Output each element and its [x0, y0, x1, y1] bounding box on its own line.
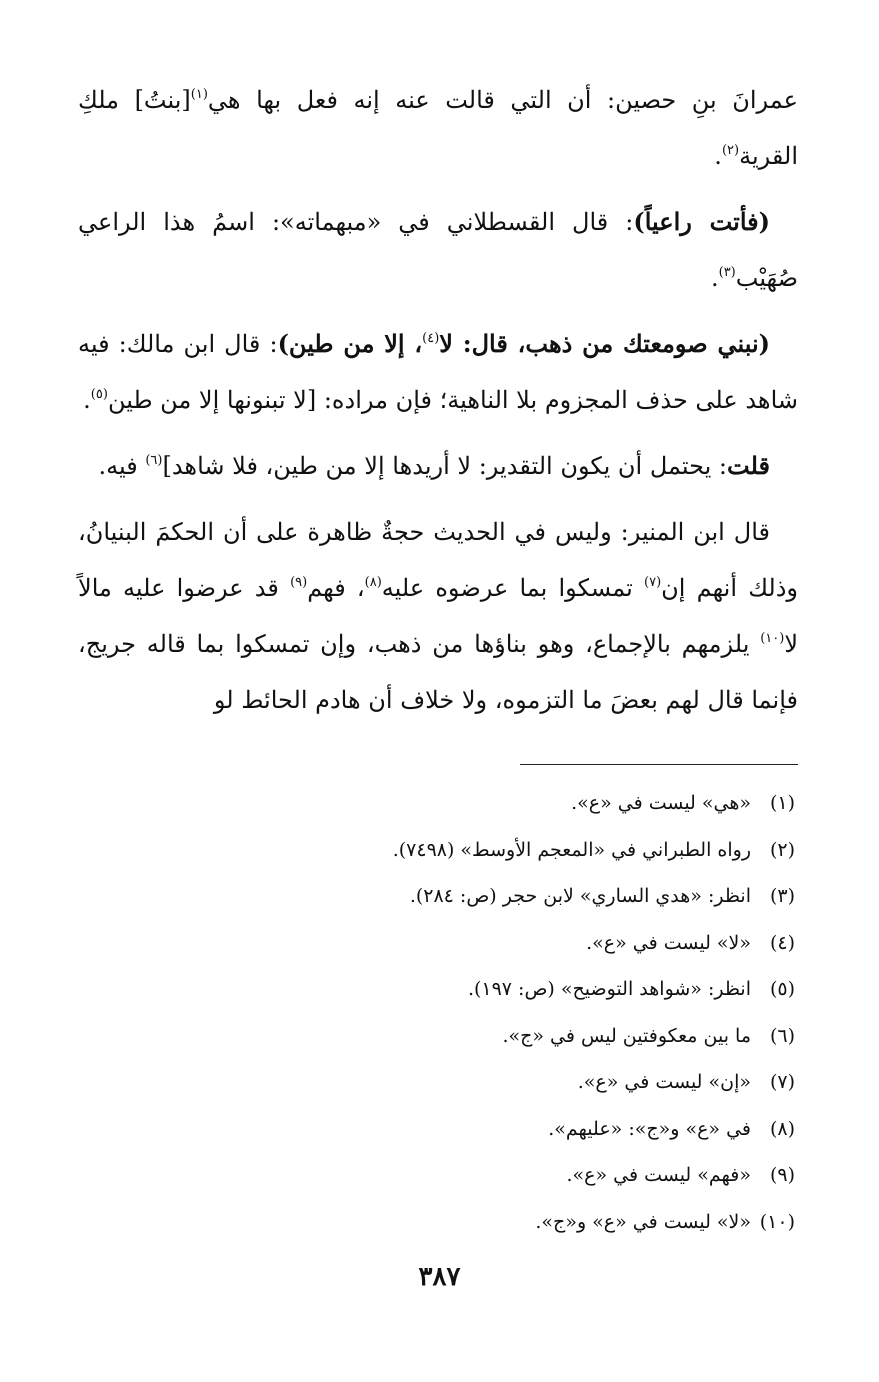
- bold-phrase: ، إلا من طين): [277, 329, 423, 358]
- footnote-text: رواه الطبراني في «المعجم الأوسط» (٧٤٩٨).: [392, 838, 751, 861]
- text-run: : يحتمل أن يكون التقدير: لا أريدها إلا من طين، فلا شاهد]: [162, 452, 728, 480]
- footnote-number: (٢): [769, 838, 795, 861]
- text-run: عمرانَ بنِ حصين: أن التي قالت عنه إنه فعل بها هي: [207, 86, 798, 114]
- footnote-number: (٦): [769, 1024, 795, 1047]
- footnote-text: «لا» ليست في «ع».: [586, 931, 751, 954]
- footnote-ref[interactable]: (١٠): [760, 631, 785, 646]
- text-run: فيه.: [98, 452, 146, 480]
- footnote-item: [155, 1152, 795, 1199]
- text-run: .: [710, 264, 719, 292]
- text-run: قد عرضوا عليه مالاً لا: [78, 574, 798, 658]
- footnote-number: (٩): [769, 1164, 795, 1186]
- footnote-divider: [520, 764, 798, 765]
- footnote-ref[interactable]: (٧): [644, 575, 662, 590]
- footnote-text: انظر: «هدي الساري» لابن حجر (ص: ٢٨٤).: [409, 885, 751, 907]
- text-run: يلزمهم بالإجماع، وهو بناؤها من ذهب، وإن تمسكوا بما قاله جريج، فإنما قال لهم بعضَ ما التزموه، ولا خلاف أن هادم الحائط لو: [78, 630, 798, 714]
- page-number: ٣٨٧: [418, 1262, 461, 1292]
- footnote-ref[interactable]: (٣): [718, 265, 736, 280]
- paragraph-5: [78, 504, 798, 728]
- bold-phrase: (نبني صومعتك من ذهب، قال: لا: [439, 329, 770, 358]
- footnote-ref[interactable]: (٤): [422, 331, 440, 346]
- bold-phrase: (فأتت راعياً): [633, 207, 770, 236]
- text-run: .: [83, 386, 91, 414]
- footnote-text: «لا» ليست في «ع» و«ج».: [535, 1210, 751, 1233]
- paragraph-3: [78, 316, 798, 428]
- footnote-number: (١): [769, 792, 795, 814]
- footnote-ref[interactable]: (١): [190, 87, 208, 102]
- footnote-ref[interactable]: (٩): [290, 575, 308, 590]
- footnote-ref[interactable]: (٨): [364, 575, 382, 590]
- text-run: تمسكوا بما عرضوه عليه: [381, 574, 644, 602]
- footnote-text: في «ع» و«ج»: «عليهم».: [548, 1117, 751, 1140]
- paragraph-4: [78, 438, 798, 494]
- footnote-text: «إن» ليست في «ع».: [577, 1071, 751, 1093]
- paragraph-2: [78, 194, 798, 306]
- bold-phrase: قلت: [727, 451, 770, 480]
- footnote-number: (٣): [769, 885, 795, 907]
- text-run: .: [714, 142, 722, 170]
- footnote-text: ما بين معكوفتين ليس في «ج».: [502, 1024, 751, 1047]
- footnotes-list: [155, 780, 795, 1245]
- footnote-item: [155, 966, 795, 1013]
- text-run: : قال القسطلاني في «مبهماته»: اسمُ هذا الراعي صُهَيْب: [78, 208, 798, 292]
- main-text: [78, 72, 798, 728]
- footnote-number: (٨): [769, 1117, 795, 1140]
- footnote-number: (٥): [769, 978, 795, 1000]
- footnote-text: «هي» ليست في «ع».: [571, 792, 751, 814]
- text-run: ، فهم: [307, 574, 365, 602]
- footnote-ref[interactable]: (٢): [721, 143, 740, 158]
- footnote-number: (٧): [769, 1071, 795, 1093]
- footnote-number: (٤): [769, 931, 795, 954]
- footnote-item: [155, 827, 795, 874]
- paragraph-1: [78, 72, 798, 184]
- footnote-number: (١٠): [759, 1210, 795, 1233]
- text-run: : قال ابن مالك: فيه شاهد على حذف المجزوم بلا الناهية؛ فإن مراده: [لا تبنونها إلا من طين: [78, 330, 798, 414]
- footnote-item: [155, 1199, 795, 1246]
- footnote-item: [155, 1106, 795, 1153]
- footnote-item: [155, 780, 795, 827]
- footnote-item: [155, 873, 795, 920]
- text-run: قال ابن المنير: وليس في الحديث حجةٌ ظاهرة على أن الحكمَ البنيانُ، وذلك أنهم إن: [78, 518, 799, 602]
- footnote-text: «فهم» ليست في «ع».: [566, 1164, 751, 1186]
- footnote-item: [155, 1013, 795, 1060]
- footnote-item: [155, 1059, 795, 1106]
- footnote-item: [155, 920, 795, 967]
- footnote-text: انظر: «شواهد التوضيح» (ص: ١٩٧).: [467, 978, 751, 1000]
- footnote-ref[interactable]: (٦): [145, 453, 163, 468]
- footnote-ref[interactable]: (٥): [90, 387, 108, 402]
- text-run: [بنتُ] ملكِ القرية: [78, 86, 798, 170]
